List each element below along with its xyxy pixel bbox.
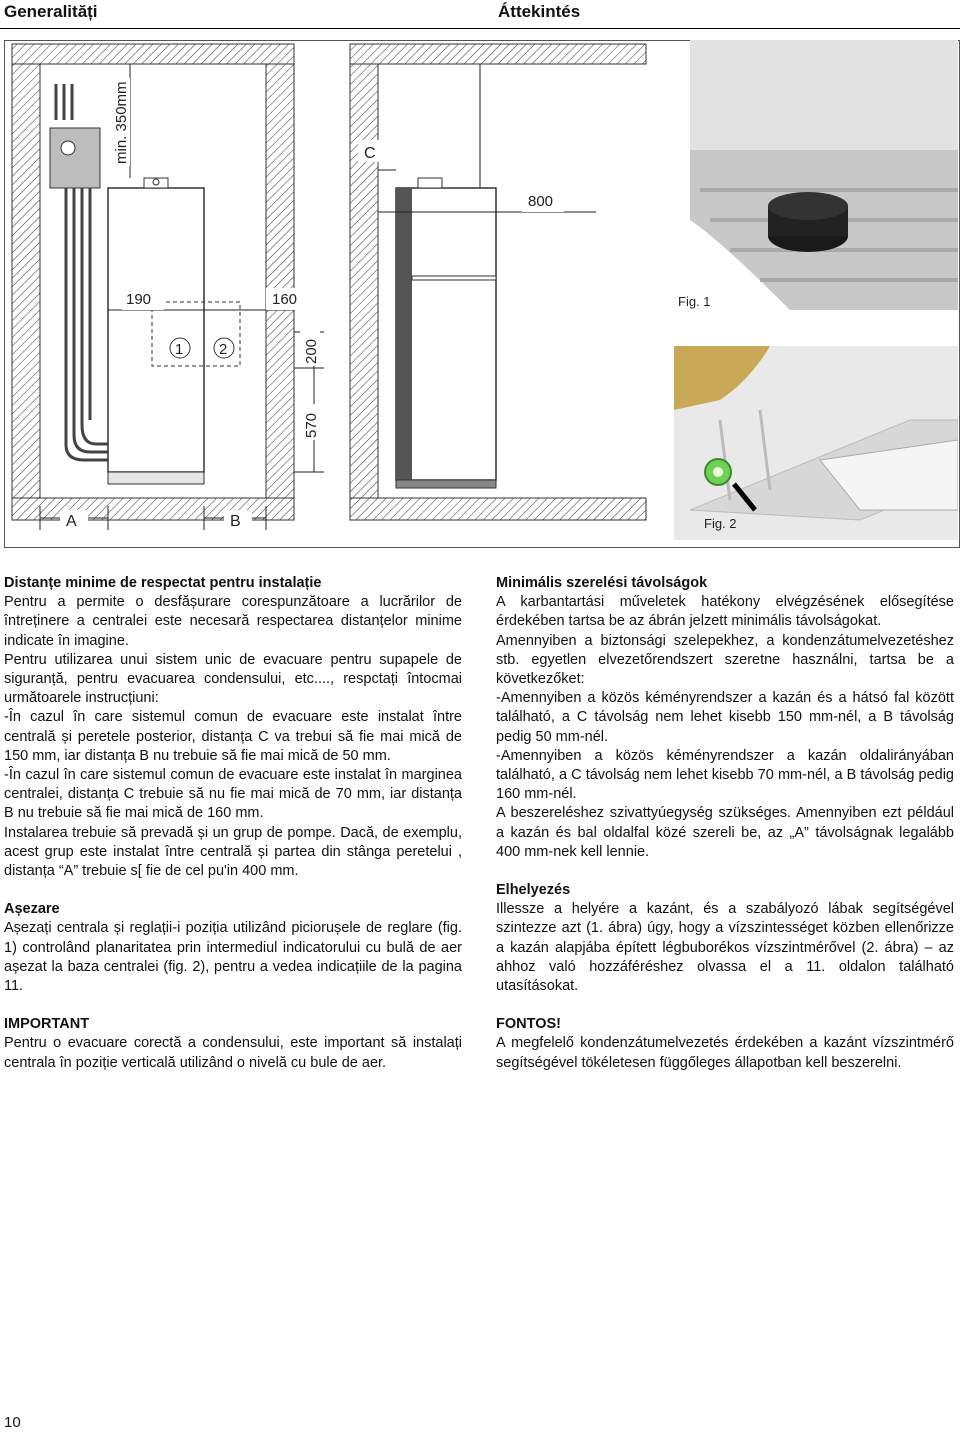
installation-clearance-diagram xyxy=(4,40,656,546)
text-column-ro xyxy=(4,574,462,1073)
wall-top xyxy=(12,44,294,64)
header-divider xyxy=(0,28,960,29)
marker-1-label: 1 xyxy=(175,341,184,358)
dim-570-label: 570 xyxy=(303,412,320,438)
paragraph: Amennyiben a biztonsági szelepekhez, a kondenzátumelvezetéshez stb. egyetlen elvezetőrendszert szeretne használni, tartsa be a következőket: xyxy=(496,632,954,688)
paragraph: A beszereléshez szivattyúegység szükséges. Amennyiben ezt például a kazán és bal oldalfal közé szereli be, az „A” távolságnak legalább 400 mm-nek kell lennie. xyxy=(496,805,954,860)
wall-left xyxy=(12,64,40,498)
dim-190-label: 190 xyxy=(126,291,152,308)
boiler-side-back xyxy=(396,188,412,480)
paragraph: -Amennyiben a közös kéményrendszer a kazán és a hátsó fal között található, a C távolság nem lehet kisebb 150 mm-nél, a B távolság pedig 50 mm-nél. xyxy=(496,690,954,745)
paragraph: Pentru o evacuare corectă a condensului, este important să instalați centrala în poziție verticală utilizând o nivelă cu bule de aer. xyxy=(4,1035,462,1071)
dim-800-label: 800 xyxy=(528,193,554,210)
section-title: Minimális szerelési távolságok xyxy=(496,575,708,591)
section-title: IMPORTANT xyxy=(4,1016,90,1033)
paragraph: A megfelelő kondenzátumelvezetés érdekében a kazánt vízszintmérő segítségével tökéletesen függőleges állapotban kell beszerelni. xyxy=(496,1035,954,1071)
paragraph: -În cazul în care sistemul comun de evacuare este instalat în marginea centralei, distanța C trebuie să nu fie mai mică de 70 mm, iar distanța B nu trebuie să fie mai mică de 160 mm. xyxy=(4,767,462,822)
paragraph: Pentru utilizarea unui sistem unic de evacuare pentru supapele de siguranță, pentru evacuarea condensului, etc...., respctați întocmai următoarele instrucțiuni: xyxy=(4,651,462,707)
header-title-hu: Áttekintés xyxy=(498,2,581,21)
dim-200-label: 200 xyxy=(303,338,320,364)
dim-c-label: C xyxy=(364,145,376,162)
boiler-front xyxy=(108,188,204,472)
pump-group xyxy=(50,128,100,188)
paragraph: Instalarea trebuie să prevadă și un grup de pompe. Dacă, de exemplu, acest grup este instalat între centrală și partea din stânga peretelui , distanța “A” trebuie s[ fie de cel pu'in 400 mm. xyxy=(4,824,462,880)
text-column-hu xyxy=(496,574,954,1073)
marker-2-label: 2 xyxy=(219,341,228,358)
fig2-caption: Fig. 2 xyxy=(704,516,737,531)
dim-a-label: A xyxy=(66,513,77,530)
dim-b-label: B xyxy=(230,513,241,530)
fig2-photo xyxy=(674,346,958,540)
paragraph: Illessze a helyére a kazánt, és a szabályozó lábak segítségével szintezze azt (1. ábra) úgy, hogy a vízszintességet közben ellenőrizze a kazán alapjába épített légbuborékos vízszintmérővel (2. ábra) – az ahhoz való hozzáféréshez olvassa el a 11. oldalon található utasításokat. xyxy=(496,901,954,995)
paragraph: Așezați centrala și reglații-i poziția utilizând piciorușele de reglare (fig. 1) controlând planaritatea prin intermediul indicatorului cu bulă de aer așezat la baza centralei (fig. 2), pentru a vedea indicațiile de la pagina 11. xyxy=(4,920,462,995)
page-number: 10 xyxy=(4,1414,21,1431)
paragraph: A karbantartási műveletek hatékony elvégzésének elősegítése érdekében tartsa be az ábrán jelzett minimális távolságokat. xyxy=(496,594,954,630)
boiler-side-divider xyxy=(412,276,496,280)
wall-top-right xyxy=(350,44,646,64)
section-title: Elhelyezés xyxy=(496,882,571,899)
fig1-caption: Fig. 1 xyxy=(678,294,711,309)
boiler-plinth xyxy=(108,472,204,484)
section-title: Distanțe minime de respectat pentru instalație xyxy=(4,575,322,591)
wall-mid-right xyxy=(350,64,378,498)
paragraph: -Amennyiben a közös kéményrendszer a kazán oldalirányában található, a C távolság nem lehet kisebb 70 mm-nél, a B távolság pedig 160 mm-nél. xyxy=(496,747,954,803)
floor-right xyxy=(350,498,646,520)
boiler-side-plinth xyxy=(396,480,496,488)
section-title: FONTOS! xyxy=(496,1016,561,1033)
paragraph: -În cazul în care sistemul comun de evacuare este instalat între centrală și peretele posterior, distanța C va trebui să fie mai mică de 150 mm, iar distanța B nu trebuie să fie mai mică de 50 mm. xyxy=(4,709,462,764)
pump-dial-icon xyxy=(61,141,75,155)
wall-mid-left xyxy=(266,64,294,498)
dim-160-label: 160 xyxy=(272,291,298,308)
boiler-photos xyxy=(660,40,958,546)
paragraph: Pentru a permite o desfășurare corespunzătoare a lucrărilor de întreținere a centralei este necesară respectarea distanțelor minime indicate în imagine. xyxy=(4,594,462,649)
dim-350-label: min. 350mm xyxy=(113,81,130,164)
section-title: Așezare xyxy=(4,901,60,918)
fig1-photo xyxy=(678,40,958,310)
header-title-ro: Generalități xyxy=(4,2,98,21)
